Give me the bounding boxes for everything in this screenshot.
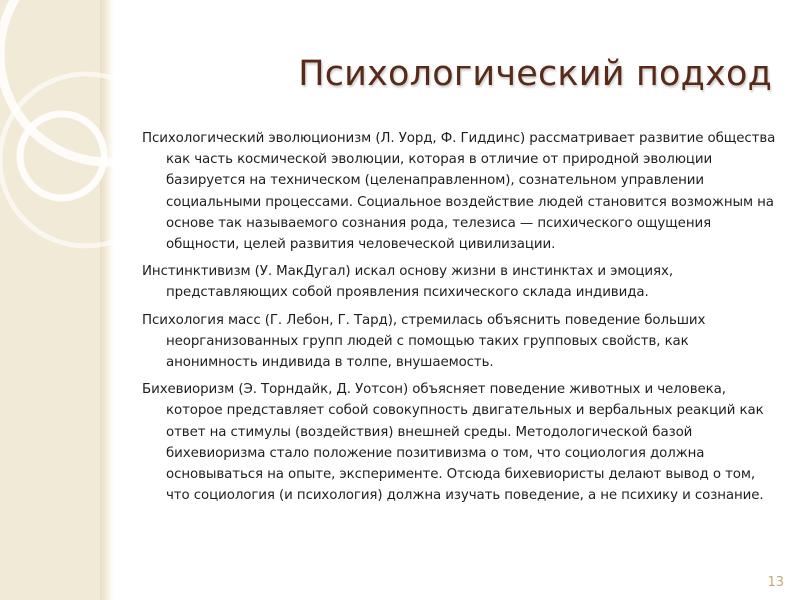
page-number: 13 <box>767 575 784 590</box>
slide-title: Психологический подход <box>298 54 772 94</box>
paragraph-behaviorism: Бихевиоризм (Э. Торндайк, Д. Уотсон) объясняет поведение животных и человека, которое представляет собой совокупность двигательных и вербальных реакций как ответ на стимулы (воздействия) внешней среды. Методологической базой бихевиоризма стало положение позитивизма о том, что социология должна основываться на опыте, эксперименте. Отсюда бихевиористы делают вывод о том, что социология (и психология) должна изучать поведение, а не психику и сознание. <box>142 382 764 504</box>
paragraph-mass-psychology: Психология масс (Г. Лебон, Г. Тард), стремилась объяснить поведение больших неорганизованных групп людей с помощью таких групповых свойств, как анонимность индивида в толпе, внушаемость. <box>142 312 706 371</box>
paragraph-instinctivism: Инстинктивизм (У. МакДугал) искал основу жизни в инстинктах и эмоциях, представляющих собой проявления психического склада индивида. <box>142 264 673 301</box>
paragraph-psychological-evolutionism: Психологический эволюционизм (Л. Уорд, Ф. Гиддинс) рассматривает развитие общества как часть космической эволюции, которая в отличие от природной эволюции базируется на техническом (целенаправленном), сознательном управлении социальными процессами. Социальное воздействие людей становится возможным на основе так называемого сознания рода, телезиса — психического ощущения общности, целей развития человеческой цивилизации. <box>142 131 776 253</box>
slide-body <box>142 128 782 512</box>
